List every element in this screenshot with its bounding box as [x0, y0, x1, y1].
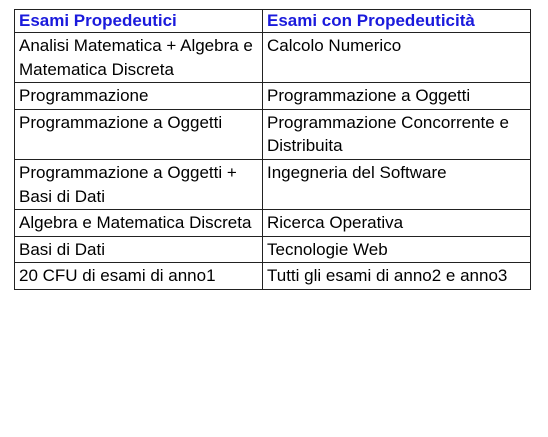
table-row [15, 210, 531, 237]
prerequisite-cell: Algebra e Matematica Discreta [15, 210, 263, 237]
prerequisite-cell: Programmazione a Oggetti + Basi di Dati [15, 159, 263, 209]
header-dependent-exams: Esami con Propedeuticità [263, 10, 531, 33]
table-body [15, 33, 531, 290]
table-row [15, 109, 531, 159]
dependent-cell: Programmazione Concorrente e Distribuita [263, 109, 531, 159]
table-row [15, 83, 531, 110]
dependent-cell: Programmazione a Oggetti [263, 83, 531, 110]
prerequisite-cell: 20 CFU di esami di anno1 [15, 263, 263, 290]
prerequisite-cell: Programmazione a Oggetti [15, 109, 263, 159]
dependent-cell: Calcolo Numerico [263, 33, 531, 83]
header-prerequisite-exams: Esami Propedeutici [15, 10, 263, 33]
prerequisite-cell: Analisi Matematica + Algebra e Matematica Discreta [15, 33, 263, 83]
table-row [15, 236, 531, 263]
header-row [15, 10, 531, 33]
table-row [15, 159, 531, 209]
table-row [15, 263, 531, 290]
dependent-cell: Tutti gli esami di anno2 e anno3 [263, 263, 531, 290]
dependent-cell: Tecnologie Web [263, 236, 531, 263]
prerequisites-table [14, 9, 531, 290]
prerequisite-cell: Basi di Dati [15, 236, 263, 263]
dependent-cell: Ingegneria del Software [263, 159, 531, 209]
table-row [15, 33, 531, 83]
dependent-cell: Ricerca Operativa [263, 210, 531, 237]
prerequisite-cell: Programmazione [15, 83, 263, 110]
table-header [15, 10, 531, 33]
